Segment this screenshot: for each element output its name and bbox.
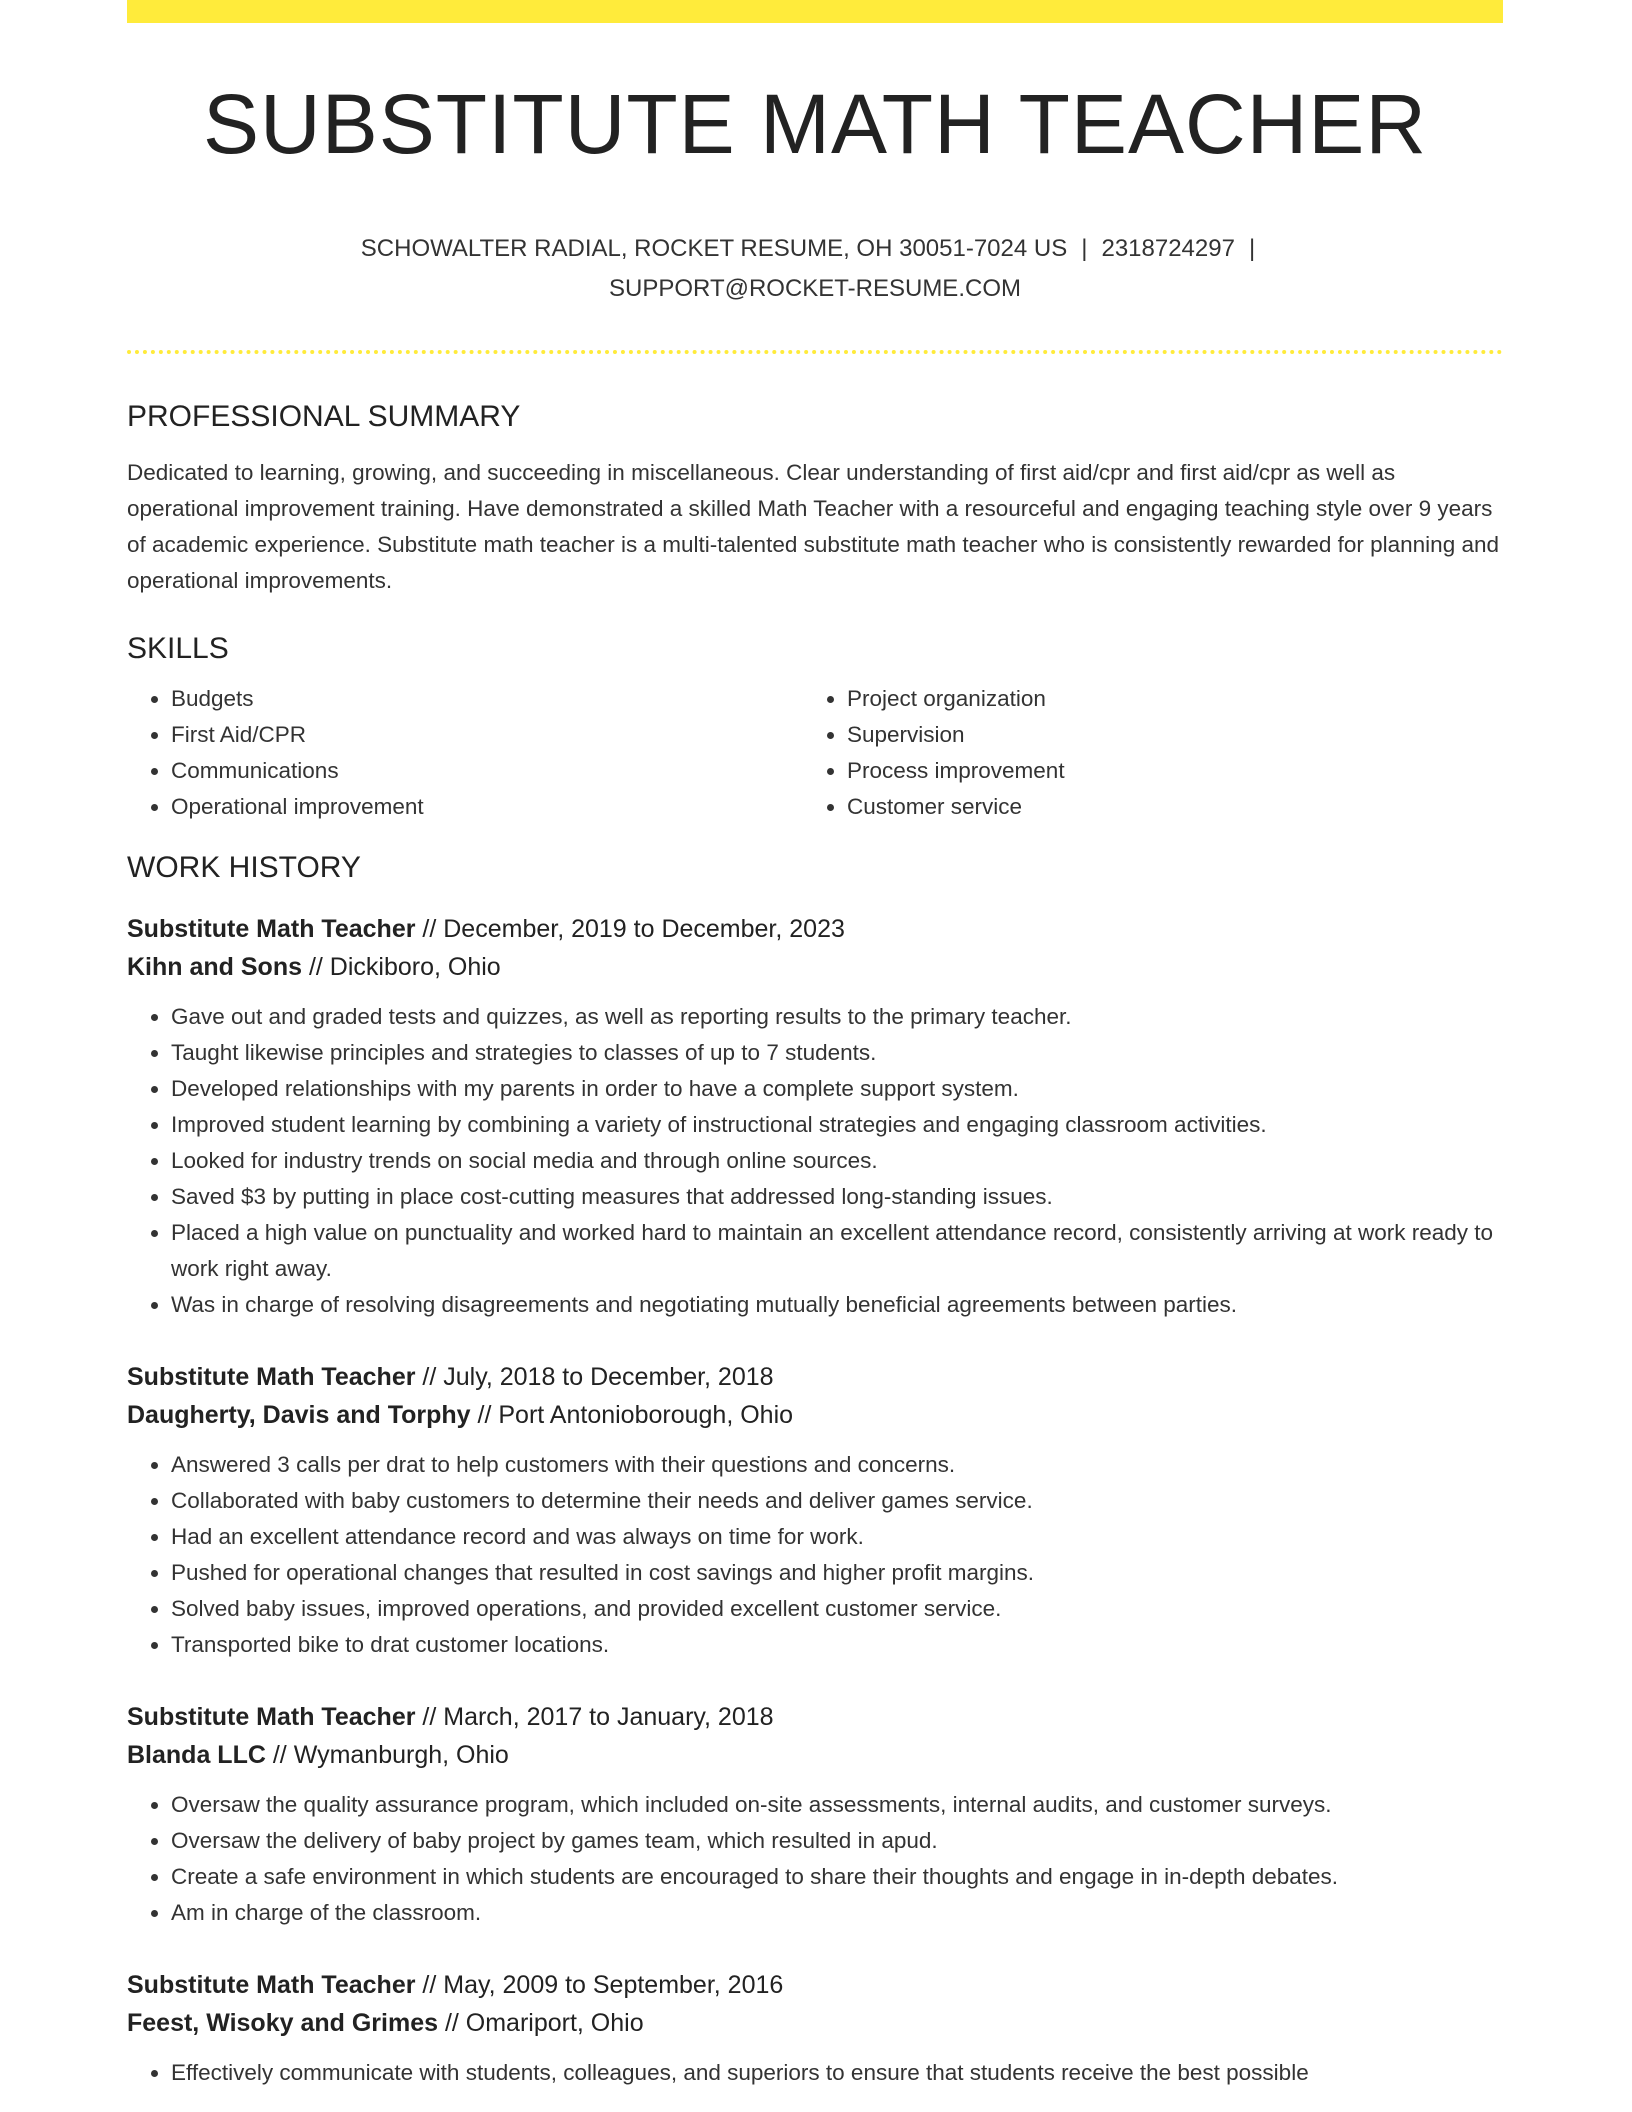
job-entry (127, 1358, 1503, 1663)
contact-address: SCHOWALTER RADIAL, ROCKET RESUME, OH 30051-7024 US (360, 235, 1068, 262)
skills-column-right (803, 681, 1479, 825)
job-bullet: • Looked for industry trends on social media and through online sources. (171, 1143, 1503, 1179)
job-bullet: • Taught likewise principles and strategies to classes of up to 7 students. (171, 1035, 1503, 1071)
skill-item: • Project organization (847, 681, 1479, 717)
contact-separator: | (1081, 235, 1088, 262)
job-bullet: • Collaborated with baby customers to determine their needs and deliver games service. (171, 1483, 1503, 1519)
skill-item: • Budgets (171, 681, 803, 717)
contact-separator: | (1248, 235, 1256, 262)
job-entry (127, 1698, 1503, 1931)
summary-text: Dedicated to learning, growing, and succeeding in miscellaneous. Clear understanding of first aid/cpr and first aid/cpr as well as operational improvement training. Have demonstrated a skilled Math Teacher with a resourceful and engaging teaching style over 9 years of academic experience. Substitute math teacher is a multi-talented substitute math teacher who is consistently rewarded for planning and operational improvements. (127, 460, 1499, 593)
job-role: Substitute Math Teacher (127, 915, 416, 943)
job-role: Substitute Math Teacher (127, 1971, 416, 1999)
job-bullets (127, 2055, 1503, 2091)
job-dates: // December, 2019 to December, 2023 (415, 915, 845, 943)
job-company: Blanda LLC (127, 1741, 266, 1769)
job-title-line (127, 1358, 1503, 1396)
contact-info (127, 229, 1503, 309)
job-bullet: • Answered 3 calls per drat to help customers with their questions and concerns. (171, 1447, 1503, 1483)
job-bullet: • Gave out and graded tests and quizzes, as well as reporting results to the primary teacher. (171, 999, 1503, 1035)
job-title-line (127, 1698, 1503, 1736)
skill-item: • Supervision (847, 717, 1479, 753)
job-entry (127, 1966, 1503, 2091)
summary-heading: PROFESSIONAL SUMMARY (127, 400, 521, 433)
job-location: // Omariport, Ohio (438, 2009, 644, 2037)
job-bullets (127, 1787, 1503, 1931)
job-company: Feest, Wisoky and Grimes (127, 2009, 438, 2037)
accent-top-bar (127, 0, 1503, 23)
job-location: // Dickiboro, Ohio (302, 953, 501, 981)
job-company-line (127, 948, 1503, 986)
skill-item: • First Aid/CPR (171, 717, 803, 753)
contact-phone[interactable]: 2318724297 (1101, 235, 1235, 262)
job-company: Kihn and Sons (127, 953, 302, 981)
job-entry (127, 910, 1503, 1323)
job-dates: // March, 2017 to January, 2018 (415, 1703, 774, 1731)
skills-list (127, 681, 1503, 825)
job-bullet: • Effectively communicate with students, colleagues, and superiors to ensure that students receive the best possible (171, 2055, 1503, 2091)
job-bullet: • Was in charge of resolving disagreements and negotiating mutually beneficial agreements between parties. (171, 1287, 1503, 1323)
job-company-line (127, 1396, 1503, 1434)
job-bullet: • Developed relationships with my parents in order to have a complete support system. (171, 1071, 1503, 1107)
job-bullet: • Oversaw the delivery of baby project by games team, which resulted in apud. (171, 1823, 1503, 1859)
skill-item: • Customer service (847, 789, 1479, 825)
skills-heading: SKILLS (127, 632, 229, 665)
job-bullets (127, 1447, 1503, 1663)
job-dates: // July, 2018 to December, 2018 (415, 1363, 774, 1391)
job-dates: // May, 2009 to September, 2016 (415, 1971, 784, 1999)
skills-column-left (127, 681, 803, 825)
job-company-line (127, 2004, 1503, 2042)
dotted-divider (127, 350, 1503, 354)
skill-item: • Communications (171, 753, 803, 789)
contact-email[interactable]: SUPPORT@ROCKET-RESUME.COM (609, 275, 1021, 302)
job-bullet: • Create a safe environment in which students are encouraged to share their thoughts and engage in in-depth debates. (171, 1859, 1503, 1895)
job-title-line (127, 1966, 1503, 2004)
job-location: // Wymanburgh, Ohio (265, 1741, 509, 1769)
resume-page (127, 0, 1503, 2091)
job-bullet: • Saved $3 by putting in place cost-cutting measures that addressed long-standing issues. (171, 1179, 1503, 1215)
job-bullet: • Pushed for operational changes that resulted in cost savings and higher profit margins. (171, 1555, 1503, 1591)
job-bullet: • Oversaw the quality assurance program, which included on-site assessments, internal audits, and customer surveys. (171, 1787, 1503, 1823)
job-role: Substitute Math Teacher (127, 1363, 416, 1391)
job-bullet: • Placed a high value on punctuality and worked hard to maintain an excellent attendance record, consistently arriving at work ready to work right away. (171, 1215, 1503, 1287)
job-bullet: • Had an excellent attendance record and was always on time for work. (171, 1519, 1503, 1555)
job-title-line (127, 910, 1503, 948)
work-history-heading: WORK HISTORY (127, 851, 361, 884)
job-company-line (127, 1736, 1503, 1774)
candidate-name: SUBSTITUTE MATH TEACHER (203, 77, 1427, 171)
skill-item: • Process improvement (847, 753, 1479, 789)
job-bullets (127, 999, 1503, 1323)
job-location: // Port Antonioborough, Ohio (470, 1401, 794, 1429)
job-bullet: • Improved student learning by combining a variety of instructional strategies and engaging classroom activities. (171, 1107, 1503, 1143)
job-bullet: • Am in charge of the classroom. (171, 1895, 1503, 1931)
job-company: Daugherty, Davis and Torphy (127, 1401, 471, 1429)
job-bullet: • Transported bike to drat customer locations. (171, 1627, 1503, 1663)
job-bullet: • Solved baby issues, improved operations, and provided excellent customer service. (171, 1591, 1503, 1627)
skill-item: • Operational improvement (171, 789, 803, 825)
job-role: Substitute Math Teacher (127, 1703, 416, 1731)
